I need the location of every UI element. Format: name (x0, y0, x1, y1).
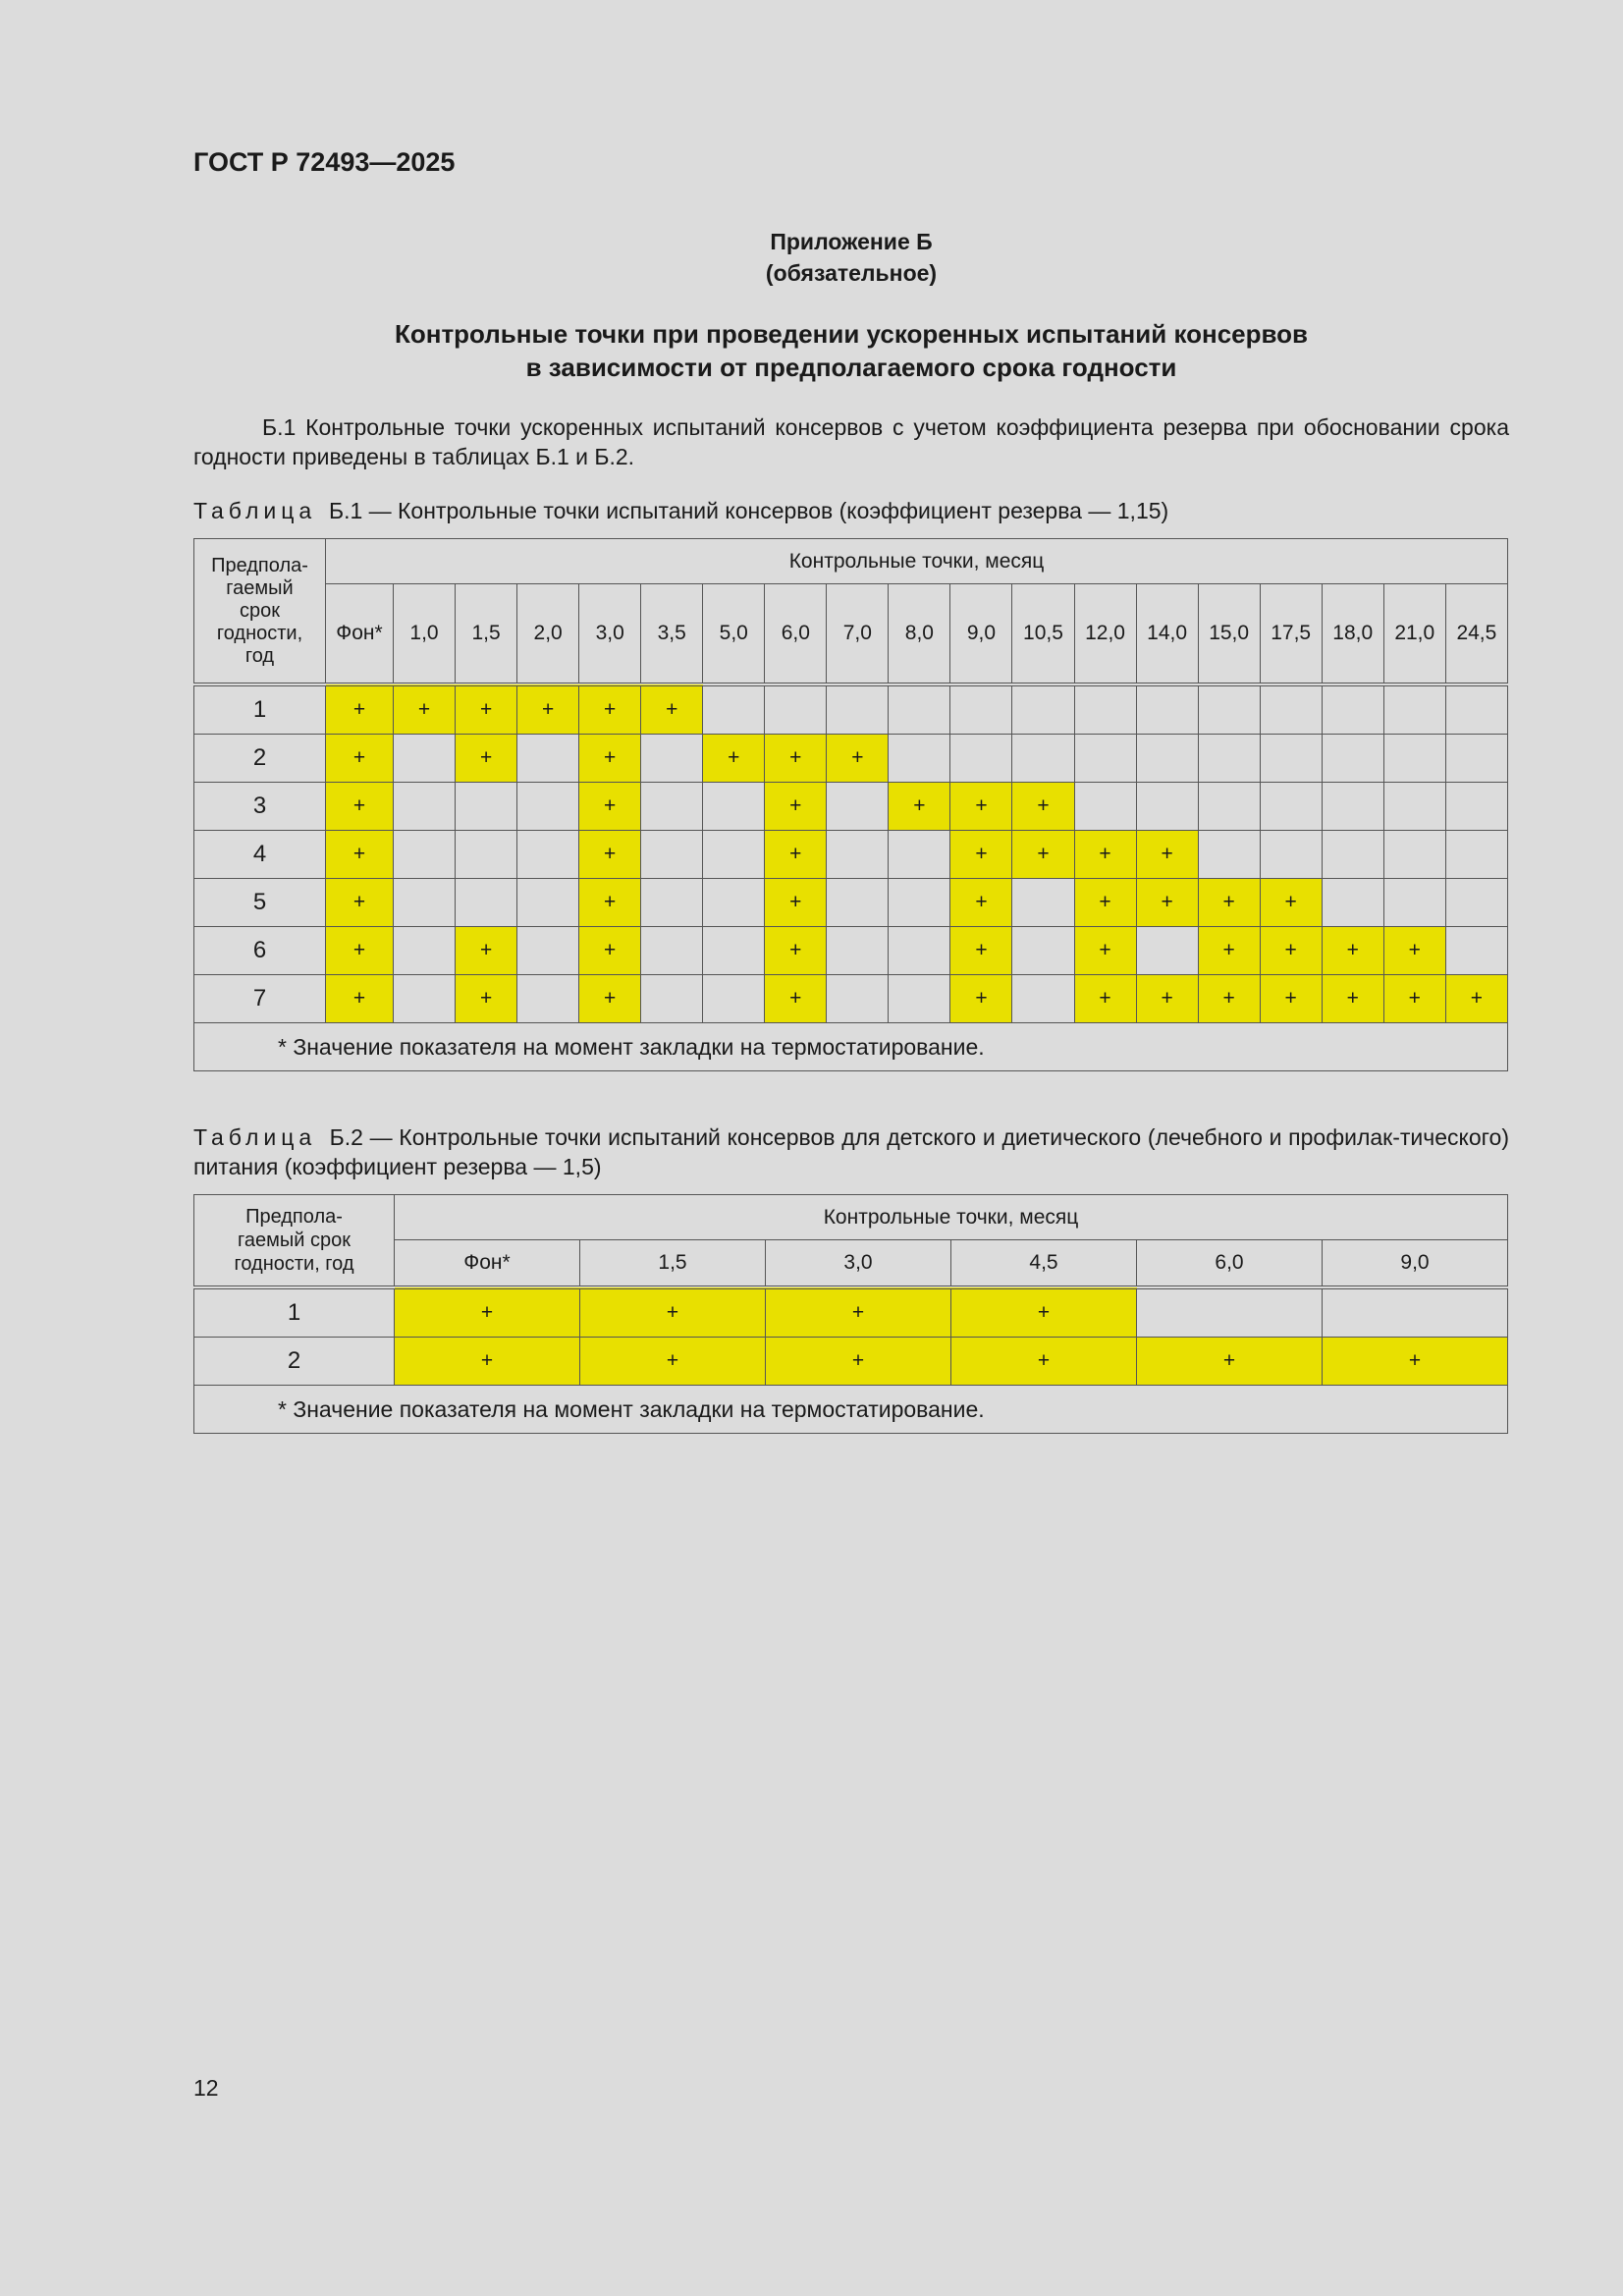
year-cell: 7 (194, 975, 326, 1023)
table1-container (193, 538, 1508, 1071)
column-header: 5,0 (703, 584, 765, 685)
checkpoint-cell: + (1137, 1338, 1323, 1386)
table-row (194, 1287, 1508, 1338)
table2-caption-text: Б.2 — Контрольные точки испытаний консервов для детского и диетического (лечебного и профилак-тического) питания (коэффициент резерва — 1,5) (193, 1124, 1510, 1179)
year-cell: 4 (194, 831, 326, 879)
checkpoint-cell (1383, 735, 1445, 783)
checkpoint-cell: + (1260, 879, 1322, 927)
checkpoint-cell (394, 975, 456, 1023)
checkpoint-cell: + (579, 735, 641, 783)
table-b1 (193, 538, 1508, 1071)
year-cell: 6 (194, 927, 326, 975)
checkpoint-cell (827, 831, 889, 879)
checkpoint-cell: + (951, 1338, 1137, 1386)
checkpoint-cell: + (950, 879, 1012, 927)
table-row (194, 1338, 1508, 1386)
year-cell: 2 (194, 735, 326, 783)
checkpoint-cell (394, 927, 456, 975)
column-header: 1,5 (456, 584, 517, 685)
checkpoint-cell (1260, 684, 1322, 735)
checkpoint-cell (1136, 783, 1198, 831)
group-header: Контрольные точки, месяц (395, 1195, 1508, 1240)
table2-container (193, 1194, 1508, 1434)
checkpoint-cell (1012, 927, 1074, 975)
table1-caption (193, 496, 1509, 525)
checkpoint-cell: + (395, 1338, 580, 1386)
checkpoint-cell: + (950, 927, 1012, 975)
checkpoint-cell: + (579, 879, 641, 927)
column-header: 9,0 (1323, 1240, 1508, 1288)
column-header: 12,0 (1074, 584, 1136, 685)
checkpoint-cell: + (326, 735, 394, 783)
checkpoint-cell: + (1136, 831, 1198, 879)
checkpoint-cell (517, 735, 579, 783)
checkpoint-cell: + (951, 1287, 1137, 1338)
checkpoint-cell (1322, 783, 1383, 831)
checkpoint-cell: + (950, 783, 1012, 831)
checkpoint-cell: + (765, 927, 827, 975)
table-footnote: * Значение показателя на момент закладки на термостатирование. (194, 1023, 1508, 1071)
checkpoint-cell (1445, 783, 1507, 831)
checkpoint-cell: + (1383, 927, 1445, 975)
page-number: 12 (193, 2075, 219, 2101)
checkpoint-cell (641, 927, 703, 975)
checkpoint-cell (517, 975, 579, 1023)
table-row (194, 735, 1508, 783)
year-cell: 1 (194, 684, 326, 735)
checkpoint-cell: + (580, 1338, 766, 1386)
column-header: 6,0 (765, 584, 827, 685)
checkpoint-cell: + (579, 783, 641, 831)
checkpoint-cell (827, 975, 889, 1023)
checkpoint-cell (1322, 879, 1383, 927)
checkpoint-cell (889, 927, 950, 975)
column-header: 21,0 (1383, 584, 1445, 685)
checkpoint-cell: + (950, 831, 1012, 879)
checkpoint-cell (827, 927, 889, 975)
checkpoint-cell: + (765, 879, 827, 927)
checkpoint-cell (703, 783, 765, 831)
checkpoint-cell: + (1136, 879, 1198, 927)
checkpoint-cell (1137, 1287, 1323, 1338)
checkpoint-cell: + (456, 735, 517, 783)
checkpoint-cell (1322, 831, 1383, 879)
checkpoint-cell (703, 879, 765, 927)
checkpoint-cell (1198, 783, 1260, 831)
checkpoint-cell (1136, 927, 1198, 975)
table-row (194, 684, 1508, 735)
intro-paragraph: Б.1 Контрольные точки ускоренных испытаний консервов с учетом коэффициента резерва при обосновании срока годности приведены в таблицах Б.1 и Б.2. (193, 414, 1509, 469)
checkpoint-cell (1198, 831, 1260, 879)
checkpoint-cell (641, 735, 703, 783)
checkpoint-cell (1260, 783, 1322, 831)
table-row (194, 879, 1508, 927)
checkpoint-cell (703, 831, 765, 879)
checkpoint-cell: + (1012, 783, 1074, 831)
checkpoint-cell (827, 783, 889, 831)
checkpoint-cell: + (1322, 927, 1383, 975)
header-row-group (194, 1195, 1508, 1240)
checkpoint-cell: + (326, 684, 394, 735)
checkpoint-cell: + (1074, 879, 1136, 927)
column-header: 1,0 (394, 584, 456, 685)
column-header: 24,5 (1445, 584, 1507, 685)
column-header: 3,0 (766, 1240, 951, 1288)
column-header: 1,5 (580, 1240, 766, 1288)
column-header: 14,0 (1136, 584, 1198, 685)
checkpoint-cell: + (580, 1287, 766, 1338)
table1-caption-text: Б.1 — Контрольные точки испытаний консервов (коэффициент резерва — 1,15) (328, 498, 1169, 523)
note-row (194, 1386, 1508, 1434)
checkpoint-cell (456, 879, 517, 927)
table2-caption (193, 1122, 1509, 1181)
checkpoint-cell (889, 831, 950, 879)
checkpoint-cell (1074, 735, 1136, 783)
checkpoint-cell: + (1445, 975, 1507, 1023)
table-row (194, 927, 1508, 975)
checkpoint-cell: + (1074, 927, 1136, 975)
checkpoint-cell: + (1074, 831, 1136, 879)
checkpoint-cell (394, 783, 456, 831)
checkpoint-cell (1198, 684, 1260, 735)
corner-header: Предпола- гаемый срок годности, год (194, 539, 326, 685)
year-cell: 5 (194, 879, 326, 927)
checkpoint-cell: + (326, 783, 394, 831)
checkpoint-cell (394, 735, 456, 783)
section-title-line-1: Контрольные точки при проведении ускоренных испытаний консервов (394, 319, 1309, 349)
checkpoint-cell (1445, 735, 1507, 783)
column-header: 3,0 (579, 584, 641, 685)
checkpoint-cell: + (456, 684, 517, 735)
checkpoint-cell: + (326, 831, 394, 879)
year-cell: 2 (194, 1338, 395, 1386)
checkpoint-cell: + (766, 1287, 951, 1338)
corner-header: Предпола- гаемый срок годности, год (194, 1195, 395, 1288)
checkpoint-cell (1012, 735, 1074, 783)
checkpoint-cell (517, 927, 579, 975)
checkpoint-cell: + (579, 684, 641, 735)
checkpoint-cell: + (765, 831, 827, 879)
checkpoint-cell: + (1074, 975, 1136, 1023)
year-cell: 1 (194, 1287, 395, 1338)
group-header: Контрольные точки, месяц (326, 539, 1508, 584)
checkpoint-cell: + (1198, 879, 1260, 927)
checkpoint-cell: + (579, 831, 641, 879)
checkpoint-cell (1383, 831, 1445, 879)
checkpoint-cell (703, 975, 765, 1023)
checkpoint-cell: + (1136, 975, 1198, 1023)
checkpoint-cell: + (950, 975, 1012, 1023)
table-row (194, 975, 1508, 1023)
checkpoint-cell: + (517, 684, 579, 735)
column-header: 7,0 (827, 584, 889, 685)
column-header: 2,0 (517, 584, 579, 685)
table2-caption-label: Таблица (193, 1124, 317, 1150)
checkpoint-cell (765, 684, 827, 735)
checkpoint-cell (1445, 927, 1507, 975)
checkpoint-cell: + (1012, 831, 1074, 879)
checkpoint-cell (827, 684, 889, 735)
table-row (194, 831, 1508, 879)
checkpoint-cell (1012, 975, 1074, 1023)
checkpoint-cell (889, 735, 950, 783)
table-row (194, 783, 1508, 831)
section-title-line-2: в зависимости от предполагаемого срока годности (525, 353, 1177, 382)
checkpoint-cell: + (394, 684, 456, 735)
checkpoint-cell (641, 783, 703, 831)
checkpoint-cell: + (579, 975, 641, 1023)
checkpoint-cell: + (765, 975, 827, 1023)
note-row (194, 1023, 1508, 1071)
checkpoint-cell (889, 684, 950, 735)
checkpoint-cell (1198, 735, 1260, 783)
checkpoint-cell: + (765, 735, 827, 783)
checkpoint-cell (517, 831, 579, 879)
checkpoint-cell (889, 975, 950, 1023)
checkpoint-cell: + (1323, 1338, 1508, 1386)
checkpoint-cell (1322, 684, 1383, 735)
checkpoint-cell (1445, 831, 1507, 879)
checkpoint-cell (950, 735, 1012, 783)
checkpoint-cell (394, 879, 456, 927)
checkpoint-cell (456, 783, 517, 831)
checkpoint-cell (1136, 684, 1198, 735)
column-header: 8,0 (889, 584, 950, 685)
checkpoint-cell (1074, 684, 1136, 735)
checkpoint-cell: + (326, 927, 394, 975)
table-footnote: * Значение показателя на момент закладки на термостатирование. (194, 1386, 1508, 1434)
column-header: 15,0 (1198, 584, 1260, 685)
checkpoint-cell (1383, 684, 1445, 735)
table1-caption-label: Таблица (193, 498, 317, 523)
checkpoint-cell: + (641, 684, 703, 735)
checkpoint-cell (1260, 735, 1322, 783)
column-header: 17,5 (1260, 584, 1322, 685)
checkpoint-cell (1323, 1287, 1508, 1338)
section-title (193, 317, 1509, 384)
checkpoint-cell (517, 879, 579, 927)
column-header: 6,0 (1137, 1240, 1323, 1288)
year-cell: 3 (194, 783, 326, 831)
checkpoint-cell (1383, 879, 1445, 927)
checkpoint-cell: + (1260, 927, 1322, 975)
checkpoint-cell (1260, 831, 1322, 879)
checkpoint-cell (641, 831, 703, 879)
checkpoint-cell: + (326, 879, 394, 927)
column-header: 18,0 (1322, 584, 1383, 685)
checkpoint-cell (827, 879, 889, 927)
checkpoint-cell: + (579, 927, 641, 975)
checkpoint-cell (1012, 879, 1074, 927)
checkpoint-cell: + (765, 783, 827, 831)
checkpoint-cell: + (1322, 975, 1383, 1023)
appendix-heading (193, 226, 1509, 289)
table-b2 (193, 1194, 1508, 1434)
checkpoint-cell (1136, 735, 1198, 783)
header-row-columns (194, 584, 1508, 685)
checkpoint-cell: + (456, 975, 517, 1023)
document-code: ГОСТ Р 72493—2025 (193, 147, 456, 177)
checkpoint-cell (703, 927, 765, 975)
column-header: 3,5 (641, 584, 703, 685)
checkpoint-cell: + (1260, 975, 1322, 1023)
checkpoint-cell (394, 831, 456, 879)
appendix-title: Приложение Б (770, 229, 933, 254)
checkpoint-cell (641, 975, 703, 1023)
checkpoint-cell: + (703, 735, 765, 783)
column-header: Фон* (326, 584, 394, 685)
checkpoint-cell (1445, 879, 1507, 927)
checkpoint-cell (1074, 783, 1136, 831)
checkpoint-cell (703, 684, 765, 735)
checkpoint-cell: + (1383, 975, 1445, 1023)
checkpoint-cell: + (456, 927, 517, 975)
checkpoint-cell (1012, 684, 1074, 735)
checkpoint-cell: + (395, 1287, 580, 1338)
checkpoint-cell (1322, 735, 1383, 783)
checkpoint-cell (1445, 684, 1507, 735)
checkpoint-cell: + (827, 735, 889, 783)
checkpoint-cell: + (766, 1338, 951, 1386)
checkpoint-cell (950, 684, 1012, 735)
checkpoint-cell (517, 783, 579, 831)
column-header: 10,5 (1012, 584, 1074, 685)
checkpoint-cell (889, 879, 950, 927)
column-header: Фон* (395, 1240, 580, 1288)
checkpoint-cell: + (1198, 975, 1260, 1023)
appendix-status: (обязательное) (765, 260, 938, 286)
column-header: 4,5 (951, 1240, 1137, 1288)
checkpoint-cell (1383, 783, 1445, 831)
header-row-group (194, 539, 1508, 584)
checkpoint-cell: + (326, 975, 394, 1023)
checkpoint-cell: + (1198, 927, 1260, 975)
checkpoint-cell (641, 879, 703, 927)
checkpoint-cell: + (889, 783, 950, 831)
checkpoint-cell (456, 831, 517, 879)
column-header: 9,0 (950, 584, 1012, 685)
